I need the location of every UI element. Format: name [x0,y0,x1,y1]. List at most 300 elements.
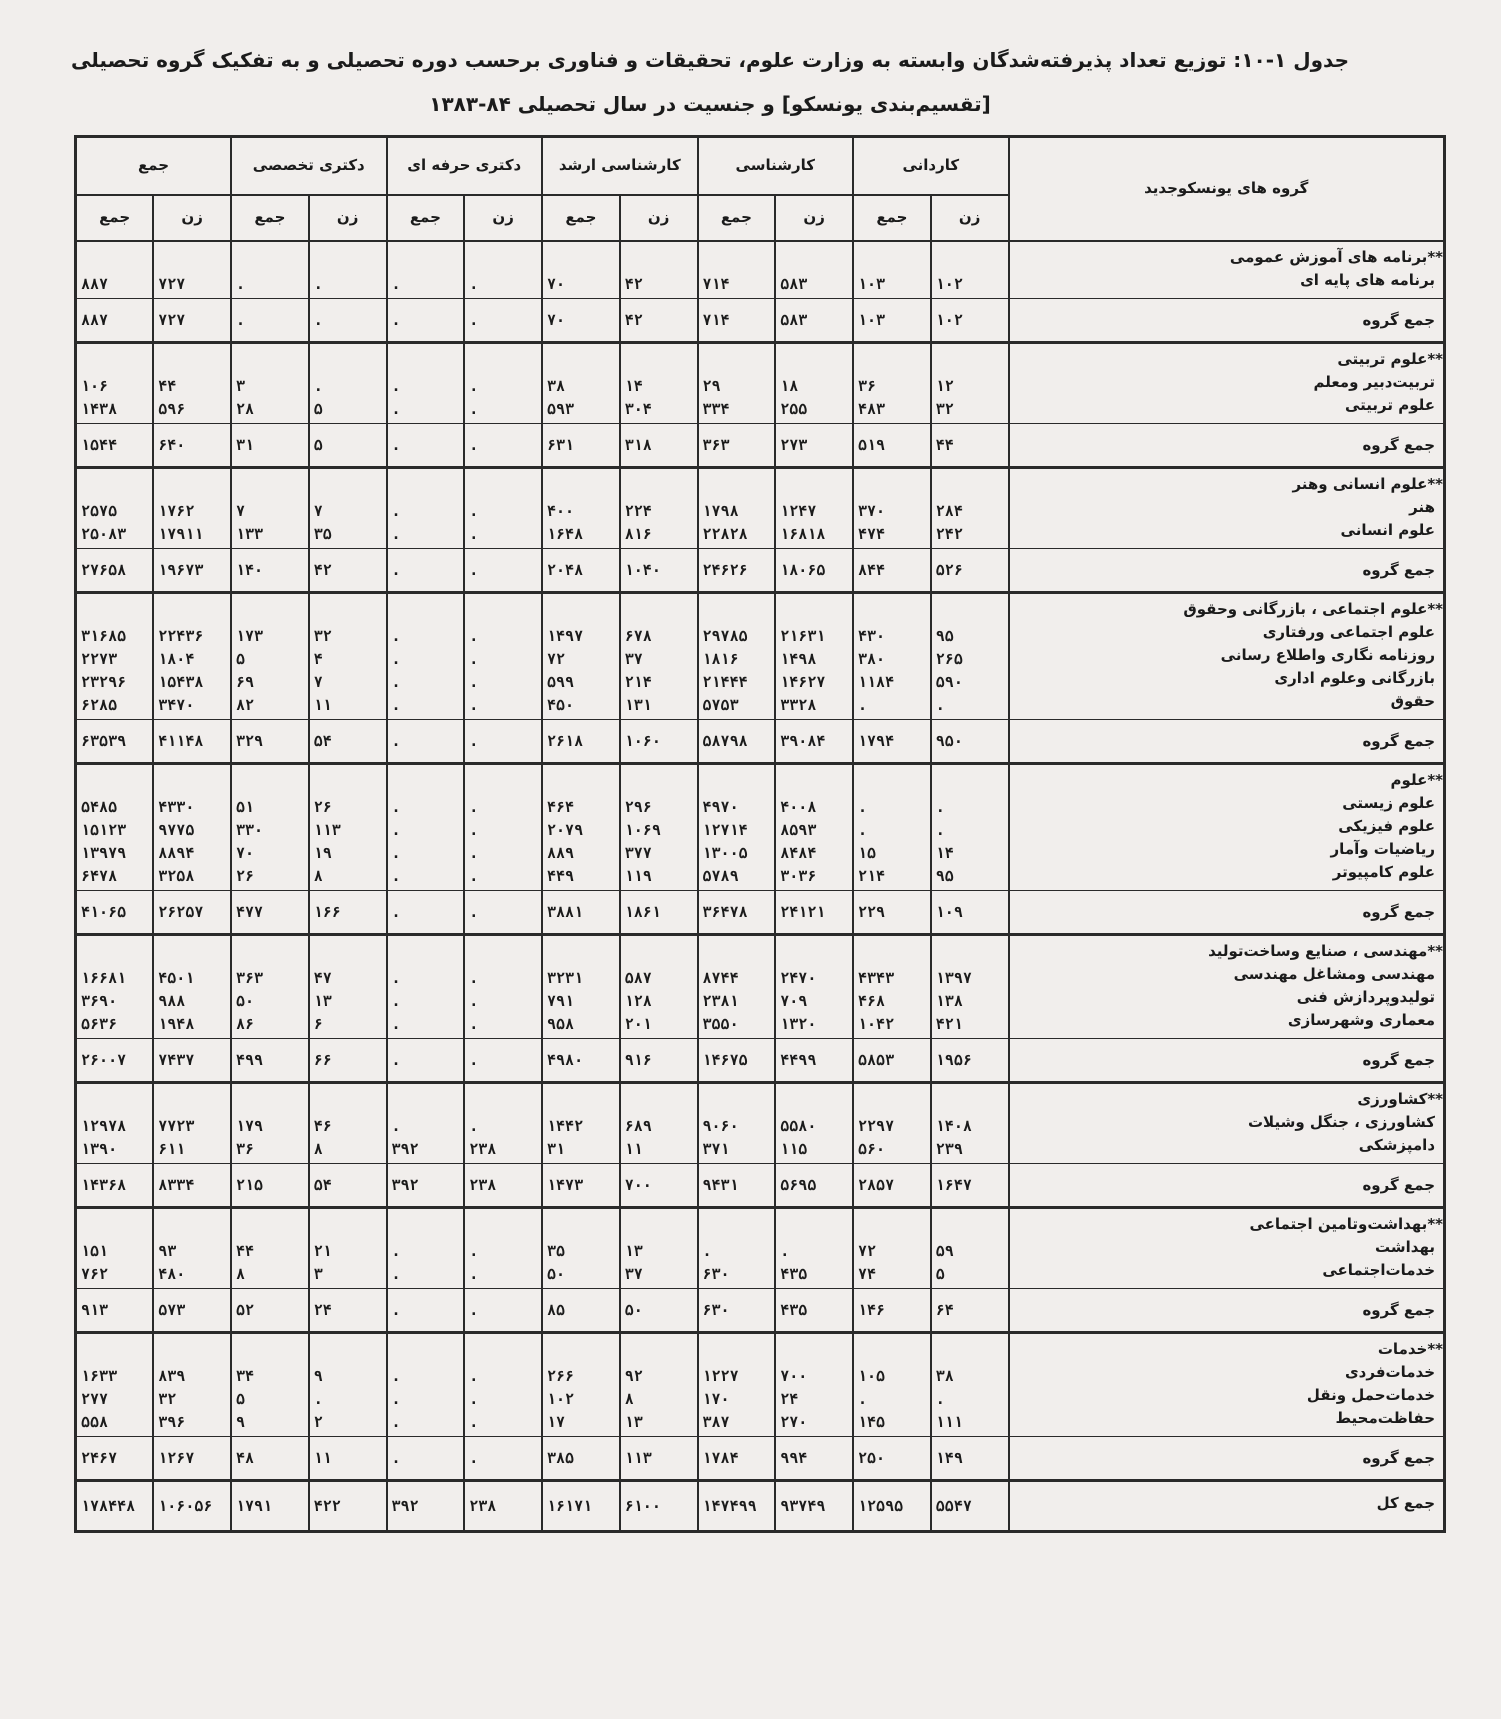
value-cell [853,764,931,891]
group-total-label: جمع گروه [1009,891,1445,935]
total-value-cell: ۱۴۶ [853,1289,931,1333]
spacer [236,1342,304,1365]
total-value-cell: . [464,424,542,468]
value-cell [153,935,231,1039]
group-items-row [76,468,1445,549]
header-sub-female: زن [775,195,853,241]
group-items-row [76,1333,1445,1437]
grand-total-cell: ۱۶۱۷۱ [542,1481,620,1532]
spacer [703,1092,771,1115]
cell-value: ۲۳۹ [935,1140,963,1158]
spacer [158,944,226,967]
cell-value: ۴۵۰۱ [158,969,195,987]
data-table [74,135,1446,1533]
total-value-cell: ۱۰۹ [931,891,1009,935]
cell-value: . [391,400,401,418]
cell-value: ۴۳۴۳ [858,969,895,987]
cell-value: ۵۶۰ [858,1140,886,1158]
cell-value: . [391,969,401,987]
spacer [547,1217,615,1240]
total-value-cell: ۳۱ [231,424,309,468]
spacer [314,1217,382,1240]
group-total-label: جمع گروه [1009,1039,1445,1083]
total-value-cell: ۵۱۹ [853,424,931,468]
total-value-cell: ۴۲ [620,299,698,343]
value-cell [775,343,853,424]
cell-value: . [391,1413,401,1431]
total-value-cell: ۷۴۳۷ [153,1039,231,1083]
value-cell [698,1083,776,1164]
total-value-cell: ۸۵ [542,1289,620,1333]
cell-value: ۱۷۳ [236,627,264,645]
spacer [158,773,226,796]
value-cell [775,1208,853,1289]
spacer [392,1217,460,1240]
cell-value: ۱۹۴۸ [158,1015,195,1033]
value-cell [931,593,1009,720]
spacer [703,602,771,625]
spacer [625,250,693,273]
total-value-cell: ۱۱۳ [620,1437,698,1481]
row-label: کشاورزی ، جنگل وشیلات [1247,1113,1436,1131]
cell-value: ۱۶۶۸۱ [81,969,127,987]
cell-value: ۴۳۳۰ [158,798,195,816]
spacer [392,944,460,967]
cell-value: ۱۰۶۹ [624,821,661,839]
cell-value: . [935,798,945,816]
group-title: **علوم تربیتی [1337,350,1444,368]
row-label: معماری وشهرسازی [1287,1011,1436,1029]
cell-value: ۵۹۳ [547,400,575,418]
spacer [858,1217,926,1240]
cell-value: ۹۵۸ [547,1015,575,1033]
cell-value: ۲۷۷ [81,1390,109,1408]
cell-value: ۴۶۸ [858,992,886,1010]
cell-value: . [391,1117,401,1135]
total-value-cell: ۲۵۰ [853,1437,931,1481]
spacer [547,1342,615,1365]
cell-value: . [858,1390,868,1408]
grand-total-row [76,1481,1445,1532]
cell-value: ۲۶ [313,798,332,816]
value-cell [387,1208,465,1289]
cell-value: ۳۶۹۰ [81,992,118,1010]
cell-value: ۷۷۲۳ [158,1117,195,1135]
table-title: جدول ۱-۱۰: توزیع تعداد پذیرفته‌شدگان وابسته به وزارت علوم، تحقیقات و فناوری برحسب دوره تحصیلی و به تفکیک گروه تحصیلی [71,48,1349,72]
grand-total-cell: ۳۹۲ [387,1481,465,1532]
total-value-cell: . [387,1437,465,1481]
value-cell [542,1083,620,1164]
spacer [81,602,148,625]
cell-value: . [469,502,479,520]
spacer [314,477,382,500]
cell-value: ۲۱۶۳۱ [780,627,826,645]
cell-value: . [391,798,401,816]
cell-value: ۱۶۴۸ [547,525,584,543]
cell-value: ۴۲۱ [935,1015,963,1033]
row-label: هنر [1409,498,1436,516]
cell-value: . [391,502,401,520]
value-cell [309,343,387,424]
cell-value: ۸۸۷ [81,275,109,293]
cell-value: ۱۷ [547,1413,566,1431]
value-cell [775,593,853,720]
cell-value: ۱۳۳ [236,525,264,543]
value-cell [698,468,776,549]
cell-value: ۲۶ [236,867,255,885]
cell-value: ۸۷۴۴ [702,969,739,987]
total-value-cell: ۷۰ [542,299,620,343]
header-group-col: گروه های یونسکوجدید [1009,137,1445,242]
cell-value: . [469,696,479,714]
group-name-cell [1009,764,1445,891]
group-total-label: جمع گروه [1009,1437,1445,1481]
cell-value: ۳۵ [313,525,332,543]
total-value-cell: ۴۲ [309,549,387,593]
cell-value: ۱۳۹۰ [81,1140,118,1158]
value-cell [153,1333,231,1437]
value-cell [387,241,465,299]
value-cell [309,1333,387,1437]
cell-value: . [469,1367,479,1385]
cell-value: ۲۵۵ [780,400,808,418]
value-cell [76,1333,154,1437]
cell-value: . [313,377,323,395]
cell-value: ۱۷۶۲ [158,502,195,520]
value-cell [231,1208,309,1289]
total-value-cell: ۱۰۶۰ [620,720,698,764]
spacer [858,773,926,796]
cell-value: ۳۷ [624,1265,643,1283]
value-cell [853,468,931,549]
total-value-cell: ۹۱۶ [620,1039,698,1083]
group-name-cell [1009,468,1445,549]
total-value-cell: ۶۴ [931,1289,1009,1333]
total-value-cell: . [387,1039,465,1083]
cell-value: ۱۲۲۷ [702,1367,739,1385]
cell-value: ۳ [313,1265,323,1283]
cell-value: ۳ [236,377,246,395]
spacer [936,352,1004,375]
cell-value: ۲۵۰۸۳ [81,525,127,543]
spacer [936,1217,1004,1240]
value-cell [231,468,309,549]
total-value-cell: ۲۴۶۷ [76,1437,154,1481]
cell-value: ۷ [313,673,323,691]
cell-value: . [702,1242,712,1260]
cell-value: ۵۰ [236,992,255,1010]
value-cell [698,593,776,720]
value-cell [620,593,698,720]
group-name-cell [1009,343,1445,424]
total-value-cell: ۸۸۷ [76,299,154,343]
cell-value: ۵۱ [236,798,255,816]
value-cell [620,1208,698,1289]
header-sub-total: جمع [387,195,465,241]
spacer [547,602,615,625]
grand-total-cell: ۲۳۸ [464,1481,542,1532]
cell-value: ۳۹۲ [391,1140,419,1158]
group-title: **مهندسی ، صنایع وساخت‌تولید [1208,942,1444,960]
cell-value: ۳۲ [313,627,332,645]
cell-value: ۷۰۰ [780,1367,808,1385]
spacer [625,352,693,375]
cell-value: ۱۰۵ [858,1367,886,1385]
cell-value: ۳۸۰ [858,650,886,668]
spacer [81,773,148,796]
spacer [392,477,460,500]
value-cell [231,1083,309,1164]
spacer [236,944,304,967]
cell-value: ۱۵۴۳۸ [158,673,204,691]
cell-value: ۲۸۴ [935,502,963,520]
cell-value: ۱۳۲۰ [780,1015,817,1033]
cell-value: ۳۲ [935,400,954,418]
group-total-label: جمع گروه [1009,424,1445,468]
cell-value: ۱۲۷۱۴ [702,821,748,839]
cell-value: . [469,400,479,418]
cell-value: ۳۶ [858,377,877,395]
value-cell [775,764,853,891]
cell-value: ۸۵۹۳ [780,821,817,839]
value-cell [853,1083,931,1164]
spacer [236,1092,304,1115]
header-sub-total: جمع [698,195,776,241]
spacer [392,250,460,273]
cell-value: ۴۴۹ [547,867,575,885]
cell-value: ۷۹۱ [547,992,575,1010]
cell-value: . [391,867,401,885]
cell-value: ۲ [313,1413,323,1431]
total-value-cell: ۶۳۱ [542,424,620,468]
value-cell [464,764,542,891]
cell-value: ۴۹۷۰ [702,798,739,816]
value-cell [775,1333,853,1437]
header-sub-total: جمع [853,195,931,241]
cell-value: . [391,525,401,543]
header-level-phd: دکتری تخصصی [231,137,387,196]
spacer [469,477,537,500]
spacer [625,944,693,967]
spacer [780,1342,848,1365]
table-subtitle: [تقسیم‌بندی یونسکو] و جنسیت در سال تحصیلی ۸۴-۱۳۸۳ [429,92,991,116]
cell-value: ۱۱۹ [624,867,652,885]
total-value-cell: . [464,1039,542,1083]
total-value-cell: ۹۱۳ [76,1289,154,1333]
grand-total-cell: ۵۵۴۷ [931,1481,1009,1532]
value-cell [309,764,387,891]
cell-value: ۷۰ [547,275,566,293]
total-value-cell: ۴۱۱۴۸ [153,720,231,764]
total-value-cell: ۲۷۳ [775,424,853,468]
cell-value: ۱۴۹۸ [780,650,817,668]
cell-value: . [391,377,401,395]
group-total-label: جمع گروه [1009,1164,1445,1208]
total-value-cell: ۱۴۶۷۵ [698,1039,776,1083]
spacer [158,352,226,375]
total-value-cell: ۷۱۴ [698,299,776,343]
cell-value: . [469,821,479,839]
cell-value: ۳۳۲۸ [780,696,817,714]
header-level-total: جمع [76,137,232,196]
value-cell [931,1083,1009,1164]
value-cell [76,764,154,891]
cell-value: ۸۸۹۴ [158,844,195,862]
spacer [469,602,537,625]
cell-value: . [858,798,868,816]
total-value-cell: ۸۴۴ [853,549,931,593]
value-cell [853,935,931,1039]
spacer [936,602,1004,625]
spacer [469,352,537,375]
cell-value: ۶۷۸ [624,627,652,645]
total-value-cell: ۱۹۶۷۳ [153,549,231,593]
group-total-row [76,1164,1445,1208]
value-cell [853,241,931,299]
total-value-cell: ۵۲۶ [931,549,1009,593]
cell-value: . [469,673,479,691]
cell-value: . [469,867,479,885]
value-cell [542,935,620,1039]
cell-value: ۳۶۳ [236,969,264,987]
cell-value: ۷۰۹ [780,992,808,1010]
row-label: برنامه های پایه ای [1300,271,1436,289]
group-title: **علوم [1390,771,1444,789]
cell-value: ۱۲۹۷۸ [81,1117,127,1135]
cell-value: ۴۳۵ [780,1265,808,1283]
header-level-master: کارشناسی ارشد [542,137,698,196]
row-label: بهداشت [1375,1238,1436,1256]
row-label: خدمات‌اجتماعی [1322,1261,1436,1279]
header-sub-female: زن [931,195,1009,241]
cell-value: ۷ [236,502,246,520]
total-value-cell: ۱۸۰۶۵ [775,549,853,593]
cell-value: ۱۵۱۲۳ [81,821,127,839]
cell-value: ۴۶ [313,1117,332,1135]
spacer [81,1342,148,1365]
cell-value: ۳۷۱ [702,1140,730,1158]
spacer [81,944,148,967]
spacer [236,352,304,375]
cell-value: ۸ [313,1140,323,1158]
cell-value: ۶ [313,1015,323,1033]
cell-value: ۱۴۳۸ [81,400,118,418]
value-cell [153,468,231,549]
spacer [703,477,771,500]
cell-value: ۹ [313,1367,323,1385]
value-cell [775,1083,853,1164]
group-title: **علوم اجتماعی ، بازرگانی وحقوق [1183,600,1444,618]
spacer [703,250,771,273]
cell-value: ۱۱۵ [780,1140,808,1158]
cell-value: ۲۲۸۲۸ [702,525,748,543]
cell-value: ۱۴۰۸ [935,1117,972,1135]
spacer [936,250,1004,273]
grand-total-cell: ۱۰۶۰۵۶ [153,1481,231,1532]
value-cell [620,1333,698,1437]
cell-value: . [469,525,479,543]
total-value-cell: ۷۲۷ [153,299,231,343]
group-items-row [76,343,1445,424]
cell-value: . [469,275,479,293]
spacer [236,1217,304,1240]
cell-value: ۱۲۸ [624,992,652,1010]
group-total-row [76,891,1445,935]
value-cell [231,1333,309,1437]
cell-value: ۲۱ [313,1242,332,1260]
total-value-cell: ۱۴۷۳ [542,1164,620,1208]
total-value-cell: ۲۶۲۵۷ [153,891,231,935]
cell-value: ۹۳ [158,1242,177,1260]
value-cell [231,343,309,424]
total-value-cell: ۲۴۱۲۱ [775,891,853,935]
value-cell [542,343,620,424]
spacer [703,1342,771,1365]
cell-value: ۱۵ [858,844,877,862]
group-total-label: جمع گروه [1009,299,1445,343]
value-cell [931,1333,1009,1437]
total-value-cell: ۱۶۶ [309,891,387,935]
total-value-cell: ۸۳۳۴ [153,1164,231,1208]
group-name-cell [1009,1083,1445,1164]
spacer [625,1092,693,1115]
value-cell [387,764,465,891]
spacer [625,1217,693,1240]
cell-value: ۱۲ [935,377,954,395]
value-cell [153,1208,231,1289]
value-cell [153,241,231,299]
cell-value: ۴۳۰ [858,627,886,645]
spacer [81,1217,148,1240]
value-cell [698,1333,776,1437]
value-cell [309,1208,387,1289]
total-value-cell: ۵۰ [620,1289,698,1333]
cell-value: ۸۱۶ [624,525,652,543]
total-value-cell: . [464,549,542,593]
spacer [469,250,537,273]
spacer [703,944,771,967]
total-value-cell: ۴۳۵ [775,1289,853,1333]
spacer [314,944,382,967]
row-label: ریاضیات وآمار [1330,840,1436,858]
cell-value: ۱۴ [935,844,954,862]
cell-value: ۳۰۳۶ [780,867,817,885]
total-value-cell: ۵۸۷۹۸ [698,720,776,764]
total-value-cell: ۹۹۴ [775,1437,853,1481]
value-cell [620,468,698,549]
header-level-professional-doctorate: دکتری حرفه ای [387,137,543,196]
cell-value: ۱۰۲ [935,275,963,293]
cell-value: ۲۳۸ [469,1140,497,1158]
spacer [158,1092,226,1115]
spacer [314,352,382,375]
cell-value: ۴۲ [624,275,643,293]
total-value-cell: ۲۳۸ [464,1164,542,1208]
total-value-cell: ۹۵۰ [931,720,1009,764]
header-sub-total: جمع [76,195,154,241]
cell-value: . [391,650,401,668]
spacer [780,477,848,500]
cell-value: ۳۳۰ [236,821,264,839]
value-cell [853,1333,931,1437]
header-level-associate: کاردانی [853,137,1009,196]
spacer [469,1092,537,1115]
group-total-row [76,424,1445,468]
cell-value: . [391,1015,401,1033]
spacer [158,1342,226,1365]
cell-value: ۵۹۶ [158,400,186,418]
cell-value: ۱۱ [313,696,332,714]
